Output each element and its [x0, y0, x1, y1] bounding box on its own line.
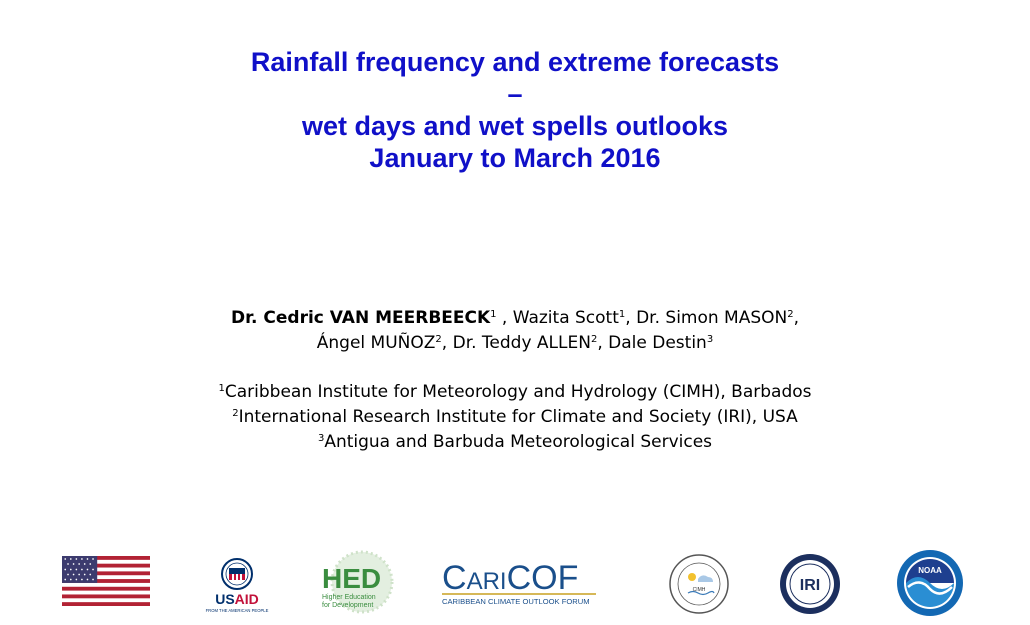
us-flag-icon	[62, 556, 150, 606]
author-name: , Dr. Teddy ALLEN	[441, 333, 591, 353]
title-line-3: wet days and wet spells outlooks	[301, 111, 729, 141]
caricof-logo	[440, 557, 600, 609]
usaid-logo	[202, 557, 272, 615]
slide-title	[0, 46, 1030, 174]
author-name: Dr. Cedric VAN MEERBEECK	[230, 308, 491, 328]
hed-logo	[318, 548, 396, 618]
affiliation-item	[0, 380, 1030, 405]
affiliation-item	[0, 405, 1030, 430]
affiliation-list	[0, 380, 1030, 455]
usaid-tagline: FROM THE AMERICAN PEOPLE	[205, 608, 269, 613]
affiliation-text: Caribbean Institute for Meteorology and Hydrology (CIMH), Barbados	[224, 382, 812, 402]
affiliation-mark: 2	[232, 408, 239, 419]
usaid-wordmark: USAID	[215, 591, 259, 607]
cimh-seal-label: CIMH	[692, 587, 706, 593]
author-name: Ángel MUÑOZ	[316, 333, 436, 353]
hed-wordmark: HED	[322, 563, 382, 594]
title-line-1: Rainfall frequency and extreme forecasts	[250, 47, 780, 77]
noaa-wordmark: NOAA	[918, 566, 942, 575]
affiliation-mark: 1	[218, 383, 225, 394]
iri-logo	[778, 552, 842, 616]
author-list	[0, 306, 1030, 356]
author-line-1	[0, 306, 1030, 331]
hed-subtitle-line-2: for Development	[322, 602, 374, 609]
iri-wordmark: IRI	[799, 577, 821, 594]
author-affil-mark: 2	[435, 334, 442, 345]
caricof-tagline: CARIBBEAN CLIMATE OUTLOOK FORUM	[442, 597, 590, 606]
noaa-seal-icon	[896, 549, 964, 617]
caricof-wordmark: CARICOF	[442, 559, 579, 597]
author-name: , Wazita Scott	[496, 308, 619, 328]
author-affil-mark: 3	[706, 334, 714, 345]
affiliation-text: International Research Institute for Climate and Society (IRI), USA	[238, 407, 798, 427]
author-affil-mark: 1	[618, 309, 626, 320]
author-separator: ,	[793, 308, 800, 328]
affiliation-item	[0, 430, 1030, 455]
title-line-4: January to March 2016	[369, 143, 661, 173]
cimh-seal-icon	[668, 553, 730, 615]
affiliation-mark: 3	[317, 433, 325, 444]
author-name: , Dale Destin	[597, 333, 707, 353]
author-name: , Dr. Simon MASON	[625, 308, 788, 328]
author-affil-mark: 1	[490, 309, 497, 320]
affiliation-text: Antigua and Barbuda Meteorological Services	[324, 432, 713, 452]
author-line-2	[0, 331, 1030, 356]
title-line-2: –	[507, 79, 523, 109]
author-affil-mark: 2	[787, 309, 794, 320]
hed-subtitle-line-1: Higher Education	[322, 594, 376, 601]
author-affil-mark: 2	[590, 334, 598, 345]
